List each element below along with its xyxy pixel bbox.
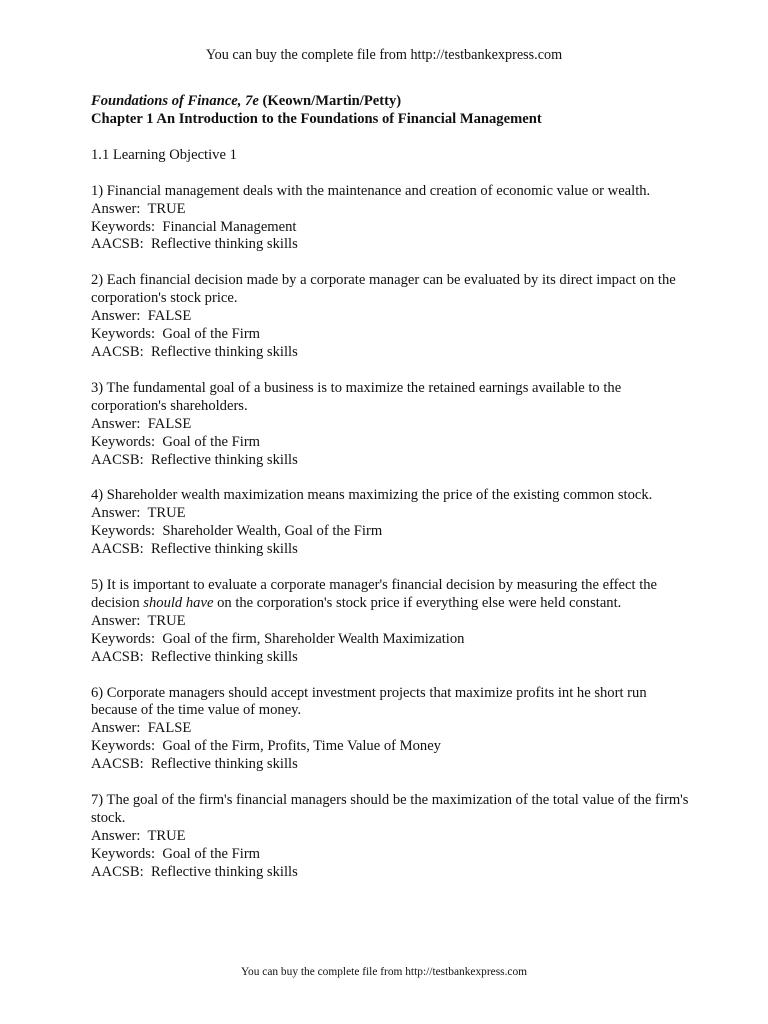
answer-line: [91, 720, 691, 738]
answer-value: TRUE: [147, 200, 186, 217]
question-text: 2) Each financial decision made by a corporate manager can be evaluated by its direct impact on the corporation's stock price.: [91, 272, 676, 307]
answer-value: FALSE: [147, 720, 192, 737]
aacsb-value: Reflective thinking skills: [151, 863, 298, 880]
question-7: [91, 792, 691, 882]
learning-objective: 1.1 Learning Objective 1: [91, 146, 237, 163]
answer-line: [91, 505, 691, 523]
question-text: 1) Financial management deals with the maintenance and creation of economic value or wealth.: [91, 182, 651, 199]
book-authors: (Keown/Martin/Petty): [258, 93, 402, 109]
aacsb-value: Reflective thinking skills: [151, 756, 298, 773]
answer-line: [91, 308, 691, 326]
header-note: You can buy the complete file from http://testbankexpress.com: [205, 47, 563, 63]
aacsb-line: [91, 344, 691, 362]
chapter-title: Chapter 1 An Introduction to the Foundations of Financial Management: [91, 110, 542, 127]
aacsb-line: [91, 452, 691, 470]
book-title-italic: Foundations of Finance, 7e: [91, 93, 259, 109]
answer-line: [91, 201, 691, 219]
keywords-line: [91, 326, 691, 344]
aacsb-label: AACSB:: [91, 541, 152, 558]
keywords-label: Keywords:: [91, 523, 163, 540]
aacsb-label: AACSB:: [91, 756, 152, 773]
aacsb-label: AACSB:: [91, 863, 152, 880]
question-text: 3) The fundamental goal of a business is to maximize the retained earnings available to the corporation's shareholders.: [91, 379, 622, 414]
answer-label: Answer:: [91, 720, 148, 737]
question-text: 7) The goal of the firm's financial managers should be the maximization of the total value of the firm's stock.: [91, 792, 689, 826]
question-text-before: 5) It is important to evaluate a corporate manager's financial decision by measuring the effect the decision: [91, 577, 658, 611]
question-5: [91, 577, 691, 667]
aacsb-value: Reflective thinking skills: [151, 236, 298, 253]
aacsb-label: AACSB:: [91, 451, 152, 468]
aacsb-line: [91, 236, 691, 254]
aacsb-line: [91, 541, 691, 559]
answer-label: Answer:: [91, 308, 148, 325]
keywords-value: Shareholder Wealth, Goal of the Firm: [162, 523, 383, 540]
answer-value: FALSE: [147, 308, 192, 325]
keywords-value: Goal of the Firm: [162, 326, 261, 343]
keywords-line: [91, 846, 691, 864]
question-text: 6) Corporate managers should accept investment projects that maximize profits int he short run because of the time value of money.: [91, 684, 647, 719]
keywords-label: Keywords:: [91, 218, 163, 235]
answer-line: [91, 828, 691, 846]
answer-value: TRUE: [147, 612, 186, 629]
keywords-label: Keywords:: [91, 738, 163, 755]
answer-label: Answer:: [91, 612, 148, 629]
question-text-emphasis: should have: [143, 594, 214, 611]
book-title: [91, 93, 691, 111]
answer-line: [91, 416, 691, 434]
keywords-value: Financial Management: [162, 218, 297, 235]
footer-note: You can buy the complete file from http://testbankexpress.com: [240, 966, 528, 978]
keywords-value: Goal of the Firm, Profits, Time Value of Money: [162, 738, 441, 755]
answer-label: Answer:: [91, 827, 148, 844]
aacsb-value: Reflective thinking skills: [151, 451, 298, 468]
keywords-line: [91, 219, 691, 237]
aacsb-line: [91, 756, 691, 774]
question-1: [91, 183, 691, 255]
answer-value: TRUE: [147, 505, 186, 522]
keywords-label: Keywords:: [91, 326, 163, 343]
keywords-label: Keywords:: [91, 433, 163, 450]
keywords-label: Keywords:: [91, 845, 163, 862]
keywords-line: [91, 434, 691, 452]
question-text: 4) Shareholder wealth maximization means maximizing the price of the existing common stock.: [91, 487, 653, 504]
document-content: [91, 93, 691, 882]
answer-label: Answer:: [91, 415, 148, 432]
question-4: [91, 487, 691, 559]
keywords-value: Goal of the Firm: [162, 433, 261, 450]
question-2: [91, 272, 691, 362]
keywords-line: [91, 631, 691, 649]
keywords-value: Goal of the firm, Shareholder Wealth Maximization: [162, 630, 465, 647]
keywords-line: [91, 738, 691, 756]
aacsb-value: Reflective thinking skills: [151, 648, 298, 665]
answer-value: TRUE: [147, 827, 186, 844]
answer-line: [91, 613, 691, 631]
question-6: [91, 685, 691, 775]
aacsb-label: AACSB:: [91, 648, 152, 665]
answer-label: Answer:: [91, 505, 148, 522]
question-text: [91, 577, 691, 613]
aacsb-line: [91, 864, 691, 882]
answer-value: FALSE: [147, 415, 192, 432]
question-text-after: on the corporation's stock price if everything else were held constant.: [213, 594, 622, 611]
aacsb-value: Reflective thinking skills: [151, 343, 298, 360]
answer-label: Answer:: [91, 200, 148, 217]
aacsb-value: Reflective thinking skills: [151, 541, 298, 558]
keywords-value: Goal of the Firm: [162, 845, 261, 862]
keywords-line: [91, 523, 691, 541]
aacsb-line: [91, 649, 691, 667]
keywords-label: Keywords:: [91, 630, 163, 647]
aacsb-label: AACSB:: [91, 343, 152, 360]
question-3: [91, 380, 691, 470]
aacsb-label: AACSB:: [91, 236, 152, 253]
